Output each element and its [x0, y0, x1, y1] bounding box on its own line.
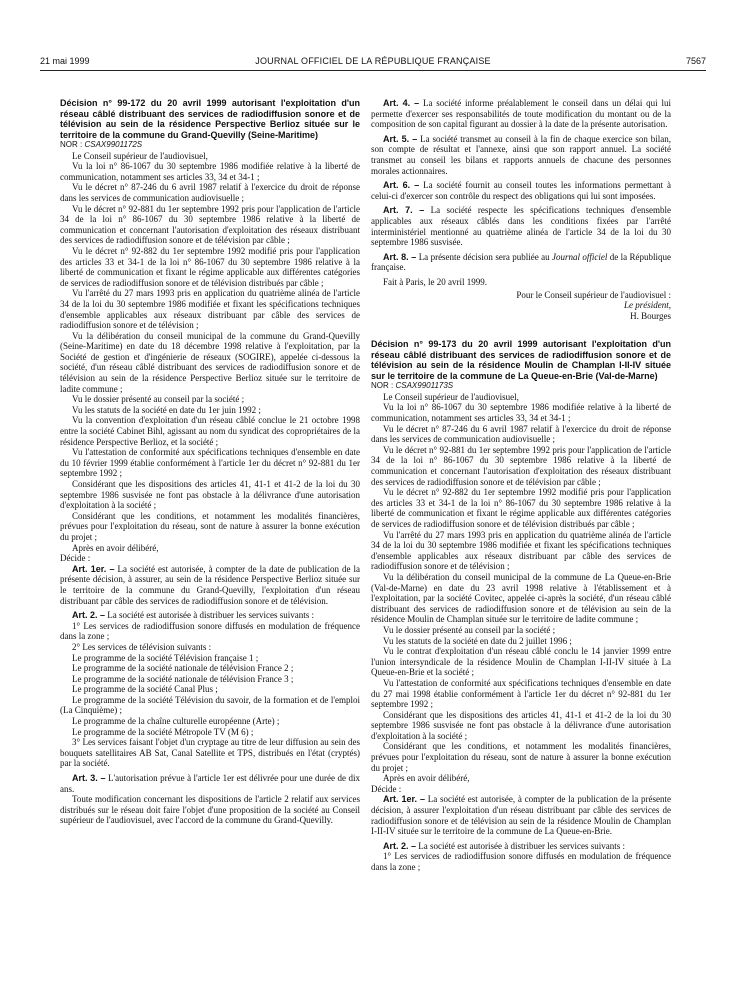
- decide-heading: Décide :: [60, 553, 91, 564]
- article-1: [60, 564, 360, 606]
- article-label: Art. 6. –: [383, 180, 420, 191]
- visas-list: [60, 151, 360, 554]
- visa-paragraph: Vu le décret n° 87-246 du 6 avril 1987 relatif à l'exercice du droit de réponse dans les services de communication audiovisuelle ;: [60, 182, 360, 203]
- nor-code: CSAX9901172S: [84, 140, 143, 149]
- decision-title-99-172: Décision n° 99-172 du 20 avril 1999 autorisant l'exploitation d'un réseau câblé distribuant des services de radiodiffusion sonore et de télévision au sein de la résidence Perspective Berlioz située sur le territoire de la commune du Grand-Quevilly (Seine-Maritime): [60, 98, 360, 140]
- article-label: Art. 8. –: [383, 251, 417, 262]
- visa-paragraph: Considérant que les dispositions des articles 41, 41-1 et 41-2 de la loi du 30 septembre 1986 susvisée ne font pas obstacle à la délivrance d'une autorisation d'exploitation à la société ;: [60, 479, 360, 511]
- article-text: La société est autorisée à distribuer les services suivants :: [107, 610, 314, 621]
- decide-heading: Décide :: [371, 783, 402, 794]
- page-header: [40, 56, 706, 68]
- article-label: Art. 4. –: [383, 98, 420, 108]
- visa-paragraph: Vu le dossier présenté au conseil par la société ;: [72, 394, 245, 405]
- article-3: [60, 773, 360, 794]
- services-list: [60, 621, 360, 769]
- article-text: La société est autorisée, à compter de la publication de la présente décision, à assurer l'exploitation d'un réseau distribuant par câble des services de radiodiffusion sonore et de télévision au sein de la résidence Moulin de Champlan I-II-IV située sur le territoire de la commune de La Queue-en-Brie.: [371, 794, 672, 837]
- article-7: [371, 205, 671, 247]
- visa-paragraph: Vu le contrat d'exploitation d'un réseau câblé conclu le 14 janvier 1999 entre l'union intersyndicale de la résidence Moulin de Champlan I-II-IV située à La Queue-en-Brie et la société ;: [371, 646, 671, 678]
- service-item: Le programme de la société Télévision française 1 ;: [72, 652, 259, 663]
- nor-label: NOR :: [371, 381, 394, 391]
- signature-block: [371, 290, 671, 322]
- visa-paragraph: Vu l'arrêté du 27 mars 1993 pris en application du quatrième alinéa de l'article 34 de la loi du 30 septembre 1986 modifiée et fixant les spécifications techniques d'ensemble applicables aux réseaux distribuant par câble des services de radiodiffusion sonore et de télévision ;: [60, 288, 360, 331]
- article-text: La société est autorisée à distribuer les services suivants :: [418, 840, 625, 851]
- visa-paragraph: Vu les statuts de la société en date du 2 juillet 1996 ;: [383, 635, 572, 646]
- service-item: 1° Les services de radiodiffusion sonore diffusés en modulation de fréquence dans la zone ;: [371, 851, 671, 872]
- article-label: Art. 1er. –: [383, 794, 425, 805]
- service-item: Le programme de la société nationale de télévision France 3 ;: [72, 673, 294, 684]
- article-label: Art. 2. –: [72, 610, 106, 621]
- section-separator: [371, 321, 671, 339]
- article-label: Art. 5. –: [383, 133, 418, 144]
- article-8: [371, 252, 671, 273]
- service-item: Le programme de la chaîne culturelle européenne (Arte) ;: [72, 716, 280, 727]
- article-text: La société transmet au conseil à la fin de chaque exercice son bilan, son compte de résultat et l'annexe, ainsi que son rapport annuel. La société transmet au conseil les bilans et rapports annuels de chacune des personnes morales actionnaires.: [371, 133, 671, 176]
- header-rule: [40, 70, 706, 71]
- article-label: Art. 7. –: [383, 205, 425, 216]
- visa-paragraph: Vu l'attestation de conformité aux spécifications techniques d'ensemble en date du 10 février 1999 établie conformément à l'article 1er du décret n° 92-881 du 1er septembre 1992 ;: [60, 447, 360, 479]
- visa-paragraph: Vu la loi n° 86-1067 du 30 septembre 1986 modifiée relative à la liberté de communication, notamment ses articles 33, 34 et 34-1 ;: [60, 161, 360, 182]
- header-date: 21 mai 1999: [40, 56, 90, 66]
- decision-title-99-173: Décision n° 99-173 du 20 avril 1999 autorisant l'exploitation d'un réseau câblé distribuant des services de radiodiffusion sonore et de télévision au sein de la résidence Moulin de Champlan I-II-IV située sur le territoire de la commune de La Queue-en-Brie (Val-de-Marne): [371, 339, 671, 381]
- article-3-continued: Toute modification concernant les dispositions de l'article 2 relatif aux services distribués sur le réseau doit faire l'objet d'une proposition de la société au Conseil supérieur de l'audiovisuel, avec l'accord de la commune du Grand-Quevilly.: [60, 794, 360, 826]
- visa-paragraph: Vu la convention d'exploitation d'un réseau câblé conclue le 21 octobre 1998 entre la société Cabinet Bihl, agissant au nom du syndicat des copropriétaires de la résidence Perspective Berlioz, et la société ;: [60, 415, 360, 447]
- article-4: [371, 98, 671, 130]
- article-text: La société informe préalablement le conseil dans un délai qui lui permette d'exercer ses responsabilités de toute modification du montant ou de la composition de son capital figurant au dossier à la date de la présente autorisation.: [371, 98, 671, 130]
- service-item: 2° Les services de télévision suivants :: [72, 641, 212, 652]
- service-item: 3° Les services faisant l'objet d'un cryptage au titre de leur diffusion au sein des bouquets satellitaires AB Sat, Canal Satellite et TPS, distribués en l'état (cryptés) par la société.: [60, 737, 360, 769]
- service-item: Le programme de la société Canal Plus ;: [72, 684, 218, 695]
- nor-reference: [60, 140, 360, 151]
- service-item: Le programme de la société nationale de télévision France 2 ;: [72, 663, 294, 674]
- header-page-number: 7567: [685, 56, 706, 66]
- article-text: de la République française.: [371, 251, 672, 273]
- visa-paragraph: Vu le décret n° 92-881 du 1er septembre 1992 pris pour l'application de l'article 34 de la loi n° 86-1067 du 30 septembre 1986 relative à la liberté de communication et concernant l'autorisation d'exploitation des réseaux distribuant des services de radiodiffusion sonore et de télévision par câble ;: [371, 444, 671, 487]
- visa-paragraph: Après en avoir délibéré,: [72, 542, 159, 553]
- signature-name: H. Bourges: [630, 310, 671, 321]
- visa-paragraph: Après en avoir délibéré,: [383, 773, 470, 784]
- visa-paragraph: Considérant que les dispositions des articles 41, 41-1 et 41-2 de la loi du 30 septembre 1986 susvisée ne font pas obstacle à la délivrance d'une autorisation d'exploitation à la société ;: [371, 709, 671, 741]
- visa-paragraph: Vu les statuts de la société en date du 1er juin 1992 ;: [72, 404, 261, 415]
- visa-paragraph: Vu l'arrêté du 27 mars 1993 pris en application du quatrième alinéa de l'article 34 de la loi du 30 septembre 1986 modifiée et fixant les spécifications techniques d'ensemble applicables aux réseaux distribuant par câble des services de radiodiffusion sonore et de télévision ;: [371, 529, 671, 572]
- article-text: L'autorisation prévue à l'article 1er est délivrée pour une durée de dix ans.: [60, 773, 361, 794]
- article-text: La présente décision sera publiée au: [418, 251, 550, 262]
- nor-code: CSAX9901173S: [395, 381, 454, 391]
- visas-list: [371, 392, 671, 784]
- signature-role: Le président,: [624, 300, 671, 311]
- article-2: [371, 841, 671, 852]
- article-label: Art. 3. –: [72, 773, 106, 784]
- service-item: Le programme de la société Télévision du savoir, de la formation et de l'emploi (La Cinquième) ;: [60, 694, 360, 716]
- visa-paragraph: Vu la loi n° 86-1067 du 30 septembre 1986 modifiée relative à la liberté de communication, notamment ses articles 33, 34 et 34-1 ;: [371, 402, 671, 424]
- service-item: 1° Les services de radiodiffusion sonore diffusés en modulation de fréquence dans la zone ;: [60, 620, 360, 642]
- visa-paragraph: Vu le dossier présenté au conseil par la société ;: [383, 624, 556, 635]
- visa-paragraph: Considérant que les conditions, et notamment les modalités financières, prévues pour l'exploitation du réseau, sont de nature à assurer la bonne exécution du projet ;: [60, 510, 360, 542]
- visa-paragraph: Vu le décret n° 92-882 du 1er septembre 1992 modifié pris pour l'application des articles 33 et 34-1 de la loi n° 86-1067 du 30 septembre 1986 relative à la liberté de communication et fixant le régime applicable aux différentes catégories de services de radiodiffusion sonore et de télévision distribués par câble ;: [60, 245, 360, 288]
- article-label: Art. 1er. –: [72, 563, 115, 574]
- header-journal: JOURNAL OFFICIEL DE LA RÉPUBLIQUE FRANÇAISE: [255, 56, 491, 66]
- visa-paragraph: Le Conseil supérieur de l'audiovisuel,: [383, 391, 519, 402]
- visa-paragraph: Vu le décret n° 92-881 du 1er septembre 1992 pris pour l'application de l'article 34 de la loi n° 86-1067 du 30 septembre 1986 relative à la liberté de communication et concernant l'autorisation d'exploitation des réseaux distribuant des services de radiodiffusion sonore et de télévision par câble ;: [60, 203, 360, 246]
- article-2: [60, 610, 360, 621]
- visa-paragraph: Vu la délibération du conseil municipal de la commune du Grand-Quevilly (Seine-Maritime) en date du 18 décembre 1998 relative à l'exploitation, par la Société de gestion et d'ingénierie de réseaux (SOGIRE), appelée ci-dessous la société, d'un réseau câblé distribuant des services de radiodiffusion sonore et de télévision au sein de la résidence Perspective Berlioz située sur le territoire de ladite commune ;: [60, 330, 360, 394]
- article-5: [371, 134, 671, 176]
- visa-paragraph: Considérant que les conditions, et notamment les modalités financières, prévues pour l'exploitation du réseau, sont de nature à assurer la bonne exécution du projet ;: [371, 741, 671, 773]
- article-text: La société fournit au conseil toutes les informations permettant à celui-ci d'exercer son contrôle du respect des obligations qui lui sont imposées.: [371, 180, 672, 201]
- signature-for: Pour le Conseil supérieur de l'audiovisuel :: [516, 289, 671, 300]
- visa-paragraph: Vu la délibération du conseil municipal de la commune de La Queue-en-Brie (Val-de-Marne) en date du 23 avril 1998 relative à l'établissement et à l'exploitation, par la société Covitec, appelée ci-après la société, d'un réseau câblé distribuant des services de radiodiffusion sonore et de télévision au sein de la résidence Moulin de Champlan située sur le territoire de ladite commune ;: [371, 571, 671, 625]
- articles-list: [371, 98, 671, 248]
- right-column: [371, 98, 671, 873]
- visa-paragraph: Vu l'attestation de conformité aux spécifications techniques d'ensemble en date du 27 mai 1998 établie conformément à l'article 1er du décret n° 92-881 du 1er septembre 1992 ;: [371, 677, 671, 710]
- article-6: [371, 180, 671, 201]
- visa-paragraph: Le Conseil supérieur de l'audiovisuel,: [72, 150, 208, 161]
- article-1: [371, 794, 671, 836]
- article-label: Art. 2. –: [383, 840, 417, 851]
- fait-a-paris: Fait à Paris, le 20 avril 1999.: [383, 276, 487, 287]
- visa-paragraph: Vu le décret n° 92-882 du 1er septembre 1992 modifié pris pour l'application des articles 33 et 34-1 de la loi n° 86-1067 du 30 septembre 1986 relative à la liberté de communication et fixant le régime applicable aux différentes catégories de services de radiodiffusion sonore et de télévision distribués par câble ;: [371, 487, 671, 529]
- journal-name: Journal officiel: [551, 251, 608, 262]
- nor-label: NOR :: [60, 140, 83, 149]
- article-text: La société est autorisée, à compter de la date de publication de la présente décision, à assurer, au sein de la résidence Perspective Berlioz située sur le territoire de la commune du Grand-Quevilly, l'exploitation d'un réseau distribuant par câble des services de radiodiffusion sonore et de télévision.: [60, 563, 360, 606]
- nor-reference: [371, 381, 671, 392]
- visa-paragraph: Vu le décret n° 87-246 du 6 avril 1987 relatif à l'exercice du droit de réponse dans les services de communication audiovisuelle ;: [371, 423, 671, 445]
- article-text: La société respecte les spécifications techniques d'ensemble applicables aux réseaux câblés dans les conditions fixées par l'arrêté interministériel mentionné au quatrième alinéa de l'article 34 de la loi du 30 septembre 1986 susvisée.: [371, 205, 671, 248]
- left-column: [60, 98, 360, 826]
- service-item: Le programme de la société Métropole TV (M 6) ;: [72, 726, 254, 737]
